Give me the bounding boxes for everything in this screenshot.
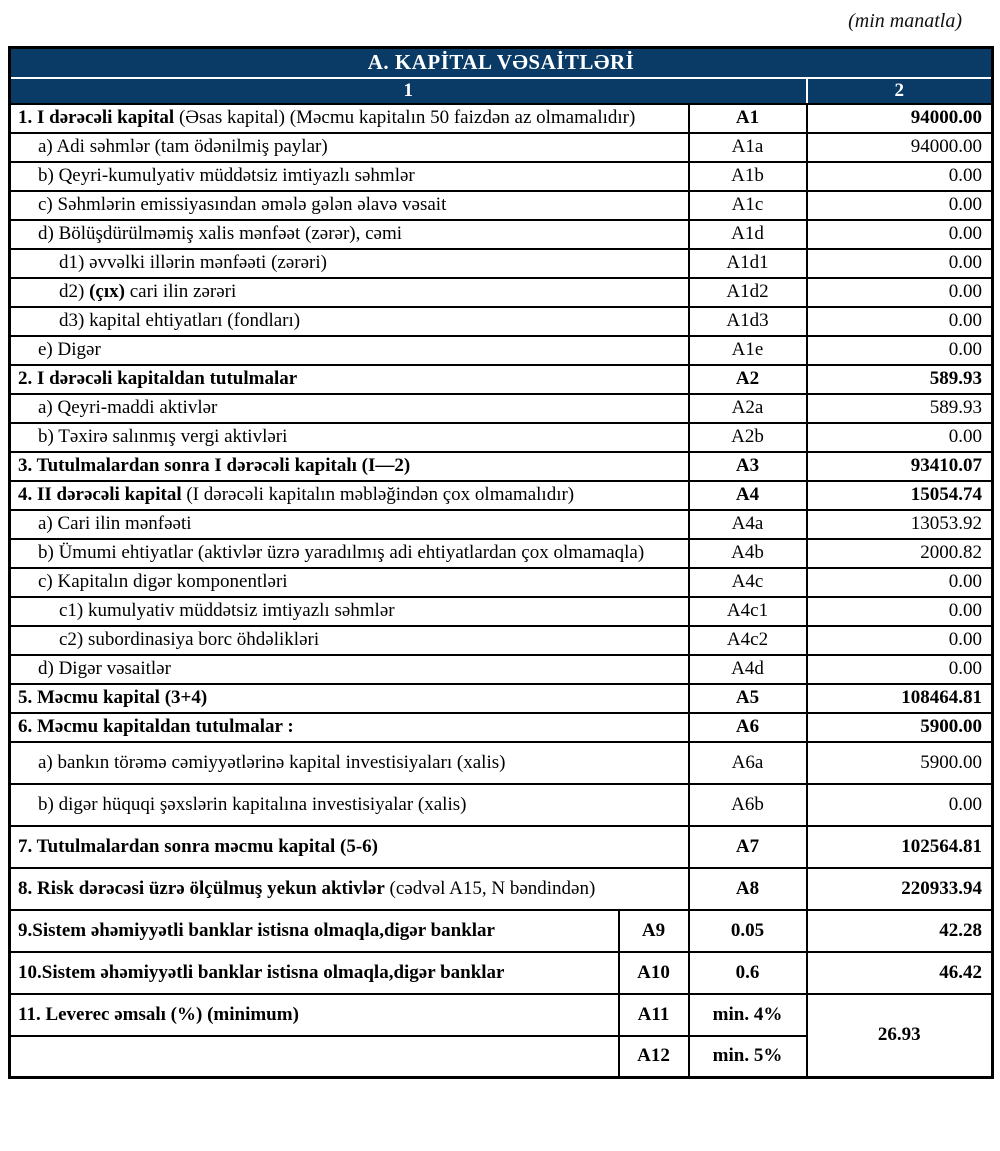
capital-table [8,46,994,1079]
row-label-text: a) Cari ilin mənfəəti [38,513,192,534]
table-row [10,684,993,713]
row-value: 5900.00 [807,713,993,742]
row-label [10,539,689,568]
row-code: A4c2 [689,626,807,655]
table-row [10,423,993,452]
row-code: A5 [689,684,807,713]
row-label [10,1036,619,1078]
row-label [10,597,689,626]
row-code: A2 [689,365,807,394]
row-label [10,278,689,307]
row-label-text: (I dərəcəli kapitalın məbləğindən çox olmamalıdır) [181,484,575,505]
table-row [10,133,993,162]
table-row [10,162,993,191]
row-code: A1a [689,133,807,162]
row-value: 0.00 [807,336,993,365]
row-label [10,394,689,423]
row-label [10,713,689,742]
row-label [10,784,689,826]
column-header-2: 2 [807,78,993,104]
row-value: 589.93 [807,394,993,423]
row-label-text: 1. I dərəcəli kapital [18,107,175,128]
row-label-text: a) bankın törəmə cəmiyyətlərinə kapital investisiyaları (xalis) [38,751,506,773]
row-label-text: d3) kapital ehtiyatları (fondları) [59,310,301,331]
row-value: 0.00 [807,423,993,452]
row-code: A1c [689,191,807,220]
table-row [10,994,993,1036]
row-code: A3 [689,452,807,481]
row-code: A1b [689,162,807,191]
table-row [10,568,993,597]
row-value: 46.42 [807,952,993,994]
table-row [10,742,993,784]
row-value: 0.00 [807,220,993,249]
row-code: A1d2 [689,278,807,307]
row-code: A7 [689,826,807,868]
row-value: 0.00 [807,249,993,278]
row-value: 42.28 [807,910,993,952]
table-row [10,826,993,868]
table-row [10,713,993,742]
row-label-text: 6. Məcmu kapitaldan tutulmalar : [18,716,294,737]
row-label-text: 11. Leverec əmsalı (%) (minimum) [18,1003,299,1025]
row-value: 589.93 [807,365,993,394]
table-row [10,952,993,994]
row-label [10,910,619,952]
row-label [10,868,689,910]
row-label-text: 4. II dərəcəli kapital [18,484,182,505]
row-value: 93410.07 [807,452,993,481]
row-code: A4b [689,539,807,568]
row-value: 0.00 [807,784,993,826]
table-row [10,278,993,307]
row-label-text: d2) [59,281,90,302]
row-label [10,191,689,220]
row-ratio: min. 4% [689,994,807,1036]
row-code: A4d [689,655,807,684]
row-ratio: min. 5% [689,1036,807,1078]
row-code: A1 [689,104,807,133]
row-label-text: d) Digər vəsaitlər [38,658,171,679]
row-ratio: 0.6 [689,952,807,994]
row-label [10,452,689,481]
table-row [10,784,993,826]
row-value: 0.00 [807,278,993,307]
row-code: A9 [619,910,689,952]
row-label [10,684,689,713]
row-value: 0.00 [807,307,993,336]
row-code: A12 [619,1036,689,1078]
row-code: A4 [689,481,807,510]
row-label-text: b) Qeyri-kumulyativ müddətsiz imtiyazlı səhmlər [38,165,415,186]
row-label-text: 9.Sistem əhəmiyyətli banklar istisna olmaqla,digər banklar [18,919,495,941]
row-value: 0.00 [807,626,993,655]
row-label-text: a) Qeyri-maddi aktivlər [38,397,218,418]
column-header-row [10,78,993,104]
row-label [10,104,689,133]
row-label-text: 2. I dərəcəli kapitaldan tutulmalar [18,368,298,389]
row-code: A4c [689,568,807,597]
table-body [10,104,993,1078]
row-value: 94000.00 [807,104,993,133]
units-note: (min manatla) [848,10,962,32]
row-code: A1d [689,220,807,249]
row-label [10,336,689,365]
row-value: 94000.00 [807,133,993,162]
row-value: 0.00 [807,655,993,684]
row-value: 13053.92 [807,510,993,539]
column-header-1: 1 [10,78,807,104]
row-code: A6b [689,784,807,826]
row-label [10,826,689,868]
row-label-text: c2) subordinasiya borc öhdəlikləri [59,629,320,650]
row-label [10,133,689,162]
row-code: A6a [689,742,807,784]
row-label [10,365,689,394]
row-label-text: cari ilin zərəri [124,281,237,302]
table-row [10,510,993,539]
table-row [10,452,993,481]
row-label [10,742,689,784]
table-row [10,191,993,220]
row-label [10,952,619,994]
row-label-text: c) Səhmlərin emissiyasından əmələ gələn əlavə vəsait [38,194,447,215]
row-label-text: 3. Tutulmalardan sonra I dərəcəli kapitalı (I—2) [18,455,411,476]
row-code: A10 [619,952,689,994]
table-row [10,365,993,394]
table-row [10,220,993,249]
row-value: 0.00 [807,597,993,626]
row-label-text: b) digər hüquqi şəxslərin kapitalına investisiyalar (xalis) [38,793,467,815]
row-label-text: b) Təxirə salınmış vergi aktivləri [38,426,288,447]
row-value: 102564.81 [807,826,993,868]
row-label-text: d) Bölüşdürülməmiş xalis mənfəət (zərər), cəmi [38,223,403,244]
row-label [10,626,689,655]
row-label [10,568,689,597]
row-code: A6 [689,713,807,742]
table-title: A. KAPİTAL VƏSAİTLƏRİ [10,48,993,78]
row-code: A11 [619,994,689,1036]
row-value: 108464.81 [807,684,993,713]
row-value: 0.00 [807,162,993,191]
row-label [10,510,689,539]
row-code: A2a [689,394,807,423]
row-code: A2b [689,423,807,452]
table-row [10,104,993,133]
row-code: A4c1 [689,597,807,626]
table-row [10,626,993,655]
table-row [10,481,993,510]
row-value: 0.00 [807,191,993,220]
row-value: 26.93 [807,994,993,1078]
table-row [10,394,993,423]
table-row [10,655,993,684]
row-label-text: e) Digər [38,339,101,360]
row-label-text: b) Ümumi ehtiyatlar (aktivlər üzrə yaradılmış adi ehtiyatlardan çox olmamaqla) [38,542,645,563]
row-code: A8 [689,868,807,910]
row-label-text: (cədvəl A15, N bəndindən) [384,877,596,899]
row-code: A1e [689,336,807,365]
row-label-text: a) Adi səhmlər (tam ödənilmiş paylar) [38,136,328,157]
row-label [10,249,689,278]
row-label [10,307,689,336]
row-label-text: c) Kapitalın digər komponentləri [38,571,288,592]
table-row [10,249,993,278]
table-row [10,597,993,626]
row-value: 0.00 [807,568,993,597]
row-label [10,220,689,249]
table-row [10,307,993,336]
table-row [10,910,993,952]
row-label-text: 10.Sistem əhəmiyyətli banklar istisna olmaqla,digər banklar [18,961,505,983]
row-label-text: c1) kumulyativ müddətsiz imtiyazlı səhmlər [59,600,395,621]
row-value: 5900.00 [807,742,993,784]
row-code: A1d1 [689,249,807,278]
row-label [10,423,689,452]
row-label-text: (çıx) [89,281,125,302]
table-title-row [10,48,993,78]
row-label [10,655,689,684]
table-row [10,539,993,568]
row-label-text: 7. Tutulmalardan sonra məcmu kapital (5-6) [18,835,378,857]
row-label [10,481,689,510]
row-value: 220933.94 [807,868,993,910]
row-label-text: (Əsas kapital) (Məcmu kapitalın 50 faizdən az olmamalıdır) [174,107,636,128]
row-label-text: d1) əvvəlki illərin mənfəəti (zərəri) [59,252,327,273]
row-value: 2000.82 [807,539,993,568]
row-label-text: 8. Risk dərəcəsi üzrə ölçülmuş yekun aktivlər [18,877,385,899]
row-label [10,162,689,191]
table-row [10,868,993,910]
row-code: A1d3 [689,307,807,336]
row-ratio: 0.05 [689,910,807,952]
table-row [10,336,993,365]
row-value: 15054.74 [807,481,993,510]
row-code: A4a [689,510,807,539]
row-label-text: 5. Məcmu kapital (3+4) [18,687,208,708]
row-label [10,994,619,1036]
